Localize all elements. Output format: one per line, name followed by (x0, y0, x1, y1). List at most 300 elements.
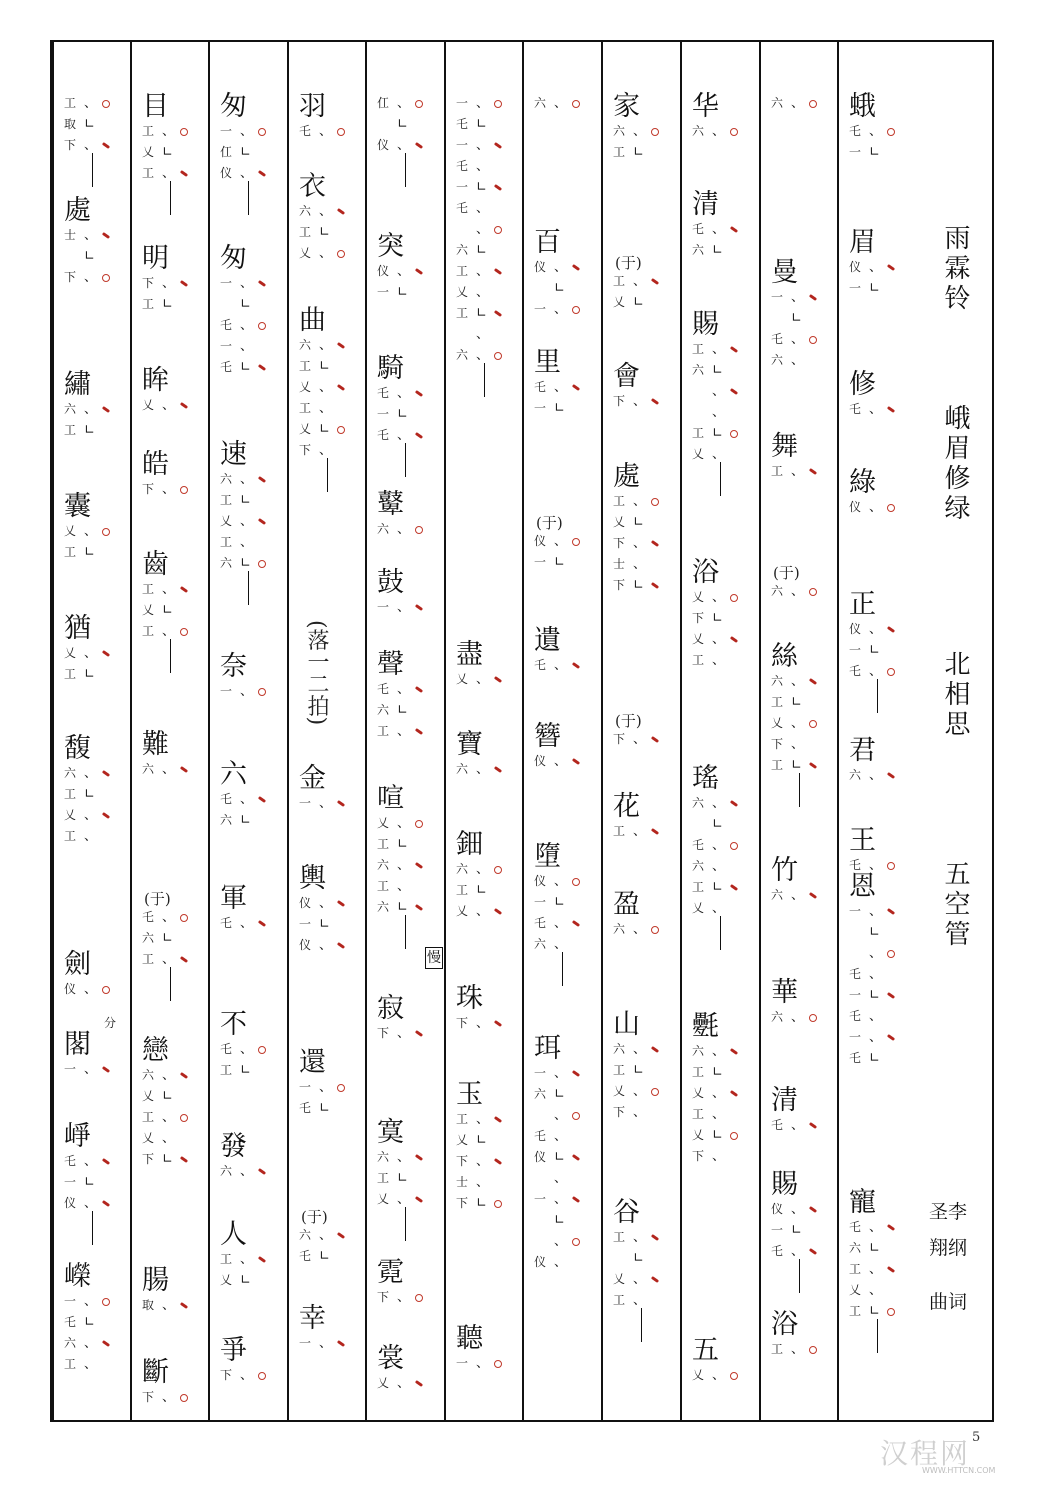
lyric-character: 目 (142, 91, 169, 122)
gongche-note: 乇 (142, 910, 155, 924)
gongche-note: 乇 (220, 1042, 233, 1056)
beat-tick-icon: 、 (712, 384, 726, 399)
beat-tick-icon: 、 (869, 1030, 883, 1045)
lyric-character: 裳 (377, 1343, 404, 1374)
beat-tick-icon: 、 (476, 327, 490, 342)
gongche-note: 一 (220, 276, 233, 290)
paren-annotation: (于) (301, 1208, 328, 1226)
beat-tick-icon: 、 (633, 274, 647, 289)
gongche-note: 六 (220, 1164, 233, 1178)
beat-tick-icon: 、 (791, 332, 805, 347)
lyric-character: 金 (299, 763, 326, 794)
gongche-note: 工 (64, 1357, 77, 1371)
ban-ring-icon (887, 668, 895, 676)
ban-dot-icon (809, 892, 817, 899)
ban-dot-icon (415, 268, 423, 275)
ban-dot-icon (887, 1224, 895, 1231)
lyric-character: 曲 (299, 305, 326, 336)
ban-ring-icon (337, 128, 345, 136)
gongche-note: 仪 (299, 896, 312, 910)
gongche-note: 工 (64, 545, 77, 559)
beat-tick-icon: ∟ (84, 667, 95, 682)
gongche-note: 乂 (64, 524, 77, 538)
beat-tick-icon: 、 (84, 270, 98, 285)
beat-tick-icon: ∟ (319, 917, 330, 932)
ban-ring-icon (180, 128, 188, 136)
ban-dot-icon (102, 142, 110, 149)
beat-tick-icon: 、 (791, 96, 805, 111)
gongche-note: 一 (849, 145, 862, 159)
gongche-note: 一 (64, 1062, 77, 1076)
gongche-note: 六 (613, 922, 626, 936)
beat-tick-icon: 、 (476, 1016, 490, 1031)
lyric-character: 浴 (692, 557, 719, 588)
beat-tick-icon: 、 (319, 1336, 333, 1351)
gongche-note: 乂 (692, 632, 705, 646)
beat-tick-icon: 、 (397, 1290, 411, 1305)
beat-tick-icon: 、 (240, 276, 254, 291)
gongche-note: 乂 (613, 1084, 626, 1098)
gongche-note: 下 (771, 737, 784, 751)
ban-dot-icon (572, 1196, 580, 1203)
credit-line-3: 曲词 (929, 1291, 968, 1313)
gongche-note: 工 (849, 1262, 862, 1276)
lyric-character: 爭 (220, 1335, 247, 1366)
gongche-note: 一 (534, 895, 547, 909)
beat-tick-icon: 、 (869, 124, 883, 139)
beat-tick-icon: 、 (712, 653, 726, 668)
gongche-note: 下 (299, 443, 312, 457)
beat-tick-icon: 、 (397, 264, 411, 279)
ban-ring-icon (415, 1294, 423, 1302)
gongche-note: 工 (456, 1112, 469, 1126)
beat-tick-icon: 、 (554, 380, 568, 395)
gongche-note: 工 (220, 535, 233, 549)
ban-dot-icon (180, 956, 188, 963)
beat-tick-icon: ∟ (319, 422, 330, 437)
gongche-note: 仪 (299, 938, 312, 952)
ban-dot-icon (180, 1156, 188, 1163)
beat-tick-icon: 、 (554, 937, 568, 952)
beat-tick-icon: 、 (319, 1228, 333, 1243)
beat-tick-icon: 、 (397, 428, 411, 443)
beat-tick-icon: 、 (319, 896, 333, 911)
ban-ring-icon (572, 100, 580, 108)
beat-tick-icon: ∟ (869, 1304, 880, 1319)
beat-tick-icon: 、 (712, 405, 726, 420)
gongche-note: 工 (771, 695, 784, 709)
credit-line-2: 翔纲 (929, 1237, 968, 1259)
ban-dot-icon (494, 1020, 502, 1027)
beat-tick-icon: ∟ (240, 145, 251, 160)
melisma-stem (170, 967, 171, 1001)
beat-tick-icon: 、 (162, 166, 176, 181)
gongche-note: 六 (142, 931, 155, 945)
gongche-note: 六 (613, 1042, 626, 1056)
page-number: 5 (972, 1430, 981, 1445)
beat-tick-icon: 、 (319, 938, 333, 953)
lyric-character: 恩 (849, 871, 876, 902)
beat-tick-icon: ∟ (162, 603, 173, 618)
beat-tick-icon: 、 (84, 829, 98, 844)
gongche-note: 仪 (771, 1202, 784, 1216)
beat-tick-icon: ∟ (240, 813, 251, 828)
beat-tick-icon: 、 (84, 808, 98, 823)
beat-tick-icon: 、 (712, 124, 726, 139)
beat-tick-icon: 、 (240, 1368, 254, 1383)
gongche-note: 六 (771, 674, 784, 688)
gongche-note: 工 (64, 667, 77, 681)
gongche-note: 乇 (849, 1009, 862, 1023)
ban-dot-icon (258, 796, 266, 803)
beat-tick-icon: 、 (84, 96, 98, 111)
beat-tick-icon: 、 (476, 904, 490, 919)
gongche-note: 乂 (849, 1283, 862, 1297)
gongche-note: 六 (299, 204, 312, 218)
melisma-stem (405, 915, 406, 949)
melisma-stem (562, 952, 563, 986)
gongche-note: 仪 (849, 622, 862, 636)
paren-annotation: (落一二拍) (304, 620, 329, 726)
ban-dot-icon (180, 766, 188, 773)
ban-ring-icon (494, 1200, 502, 1208)
beat-tick-icon: ∟ (397, 117, 408, 132)
score-column (365, 40, 444, 1422)
beat-tick-icon: ∟ (397, 900, 408, 915)
lyric-character: 羽 (299, 91, 326, 122)
ban-dot-icon (809, 1206, 817, 1213)
ban-dot-icon (337, 208, 345, 215)
gongche-note: 仪 (534, 534, 547, 548)
beat-tick-icon: ∟ (633, 145, 644, 160)
ban-dot-icon (337, 800, 345, 807)
beat-tick-icon: 、 (319, 380, 333, 395)
lyric-character: 寂 (377, 993, 404, 1024)
beat-tick-icon: 、 (84, 402, 98, 417)
beat-tick-icon: 、 (476, 159, 490, 174)
gongche-note: 乇 (849, 967, 862, 981)
beat-tick-icon: 、 (240, 1164, 254, 1179)
gongche-note: 六 (692, 243, 705, 257)
gongche-note: 乇 (534, 380, 547, 394)
melisma-stem (405, 153, 406, 187)
ban-dot-icon (730, 226, 738, 233)
ban-dot-icon (180, 170, 188, 177)
melisma-stem (92, 153, 93, 187)
gongche-note: 工 (849, 1304, 862, 1318)
ban-dot-icon (494, 676, 502, 683)
gongche-note: 工 (299, 401, 312, 415)
gongche-note: 下 (456, 1016, 469, 1030)
ban-ring-icon (572, 878, 580, 886)
gongche-note: 六 (377, 1150, 390, 1164)
ban-dot-icon (258, 920, 266, 927)
gongche-note: 乂 (142, 1131, 155, 1145)
beat-tick-icon: 、 (554, 1192, 568, 1207)
beat-tick-icon: ∟ (397, 285, 408, 300)
gongche-note: 六 (220, 813, 233, 827)
gongche-note: 一 (849, 1030, 862, 1044)
gongche-note: 六 (377, 522, 390, 536)
lyric-character: 寞 (377, 1117, 404, 1148)
lyric-character: 處 (613, 461, 640, 492)
melisma-stem (720, 462, 721, 496)
lyric-character: 氎 (692, 1011, 719, 1042)
ban-ring-icon (494, 352, 502, 360)
gongche-note: 乇 (849, 124, 862, 138)
gongche-note: 下 (613, 536, 626, 550)
beat-tick-icon: ∟ (240, 556, 251, 571)
ban-ring-icon (494, 226, 502, 234)
ban-ring-icon (258, 322, 266, 330)
gongche-note: 工 (64, 423, 77, 437)
lyric-character: 墮 (534, 841, 561, 872)
melisma-stem (720, 916, 721, 950)
beat-tick-icon: 、 (240, 1042, 254, 1057)
ban-dot-icon (572, 264, 580, 271)
beat-tick-icon: 、 (162, 276, 176, 291)
gongche-note: 六 (64, 402, 77, 416)
ban-ring-icon (572, 306, 580, 314)
gongche-note: 仜 (220, 145, 233, 159)
gongche-note: 下 (613, 732, 626, 746)
gongche-note: 六 (771, 888, 784, 902)
lyric-character: 珠 (456, 983, 483, 1014)
lyric-character: 清 (692, 189, 719, 220)
beat-tick-icon: ∟ (84, 423, 95, 438)
ban-dot-icon (651, 1276, 659, 1283)
paren-annotation: (于) (615, 254, 642, 272)
beat-tick-icon: 、 (712, 1086, 726, 1101)
beat-tick-icon: ∟ (84, 1175, 95, 1190)
beat-tick-icon: 、 (869, 260, 883, 275)
gongche-note: 六 (220, 556, 233, 570)
ban-dot-icon (415, 1380, 423, 1387)
beat-tick-icon: ∟ (712, 1128, 723, 1143)
ban-dot-icon (494, 1116, 502, 1123)
beat-tick-icon: 、 (554, 302, 568, 317)
beat-tick-icon: 、 (791, 1118, 805, 1133)
lyric-character: 蛾 (849, 91, 876, 122)
beat-tick-icon: ∟ (476, 1133, 487, 1148)
beat-tick-icon: 、 (712, 1368, 726, 1383)
watermark-url: WWW.HTTCN.COM (922, 1466, 996, 1475)
ban-dot-icon (494, 142, 502, 149)
beat-tick-icon: 、 (476, 1112, 490, 1127)
beat-tick-icon: 、 (554, 1129, 568, 1144)
beat-tick-icon: 、 (633, 824, 647, 839)
beat-tick-icon: 、 (633, 536, 647, 551)
gongche-note: 乂 (142, 1089, 155, 1103)
beat-tick-icon: 、 (162, 1110, 176, 1125)
gongche-note: 取 (142, 1298, 155, 1312)
gongche-note: 乇 (220, 360, 233, 374)
gongche-note: 乂 (456, 904, 469, 918)
gongche-note: 乇 (220, 318, 233, 332)
gongche-note: 工 (692, 653, 705, 667)
gongche-note: 工 (692, 342, 705, 356)
gongche-note: 乂 (613, 1272, 626, 1286)
beat-tick-icon: 、 (319, 124, 333, 139)
ban-dot-icon (572, 920, 580, 927)
beat-tick-icon: 、 (712, 590, 726, 605)
beat-tick-icon: ∟ (397, 1171, 408, 1186)
gongche-note: 工 (142, 124, 155, 138)
lyric-character: 還 (299, 1047, 326, 1078)
ban-dot-icon (337, 1232, 345, 1239)
gongche-note: 乇 (849, 1051, 862, 1065)
lyric-character: 喧 (377, 783, 404, 814)
beat-tick-icon: 、 (869, 768, 883, 783)
lyric-character: 人 (220, 1219, 247, 1250)
lyric-character: 盡 (456, 639, 483, 670)
gongche-note: 六 (299, 338, 312, 352)
beat-tick-icon: 、 (84, 982, 98, 997)
lyric-character: 玉 (456, 1079, 483, 1110)
gongche-note: 乂 (692, 1368, 705, 1382)
lyric-character: 山 (613, 1009, 640, 1040)
gongche-note: 六 (377, 900, 390, 914)
beat-tick-icon: 、 (476, 285, 490, 300)
beat-tick-icon: 、 (791, 1342, 805, 1357)
lyric-character: 騎 (377, 353, 404, 384)
gongche-note: 一 (220, 339, 233, 353)
beat-tick-icon: 、 (633, 124, 647, 139)
lyric-character: 速 (220, 439, 247, 470)
beat-tick-icon: 、 (712, 796, 726, 811)
beat-tick-icon: 、 (554, 874, 568, 889)
ban-dot-icon (258, 476, 266, 483)
ban-ring-icon (809, 720, 817, 728)
gongche-note: 乂 (692, 901, 705, 915)
lyric-character: 修 (849, 369, 876, 400)
beat-tick-icon: 、 (162, 952, 176, 967)
beat-tick-icon: 、 (712, 859, 726, 874)
gongche-note: 六 (771, 584, 784, 598)
gongche-note: 工 (377, 1171, 390, 1185)
ban-ring-icon (730, 430, 738, 438)
gongche-note: 工 (692, 1107, 705, 1121)
gongche-note: 工 (142, 166, 155, 180)
beat-tick-icon: ∟ (397, 407, 408, 422)
beat-tick-icon: 、 (633, 1105, 647, 1120)
melisma-stem (170, 181, 171, 215)
gongche-note: 工 (613, 1293, 626, 1307)
gongche-note: 六 (377, 858, 390, 872)
melisma-stem (170, 639, 171, 673)
beat-tick-icon: ∟ (712, 1065, 723, 1080)
beat-tick-icon: 、 (869, 1283, 883, 1298)
ban-ring-icon (180, 1394, 188, 1402)
beat-tick-icon: 、 (240, 1252, 254, 1267)
beat-tick-icon: 、 (476, 138, 490, 153)
beat-tick-icon: 、 (84, 1196, 98, 1211)
beat-tick-icon: 、 (554, 534, 568, 549)
ban-ring-icon (887, 862, 895, 870)
melisma-stem (327, 458, 328, 492)
ban-dot-icon (258, 280, 266, 287)
gongche-note: 下 (64, 138, 77, 152)
melisma-stem (405, 443, 406, 477)
beat-tick-icon: 、 (162, 1298, 176, 1313)
ban-ring-icon (730, 128, 738, 136)
gongche-note: 乂 (377, 816, 390, 830)
gongche-note: 乂 (142, 145, 155, 159)
gongche-note: 一 (377, 407, 390, 421)
gongche-note: 工 (299, 225, 312, 239)
beat-tick-icon: 、 (633, 557, 647, 572)
beat-tick-icon: 、 (791, 888, 805, 903)
gongche-note: 工 (613, 1063, 626, 1077)
gongche-note: 六 (692, 124, 705, 138)
ban-ring-icon (180, 486, 188, 494)
lyric-character: 谷 (613, 1197, 640, 1228)
gongche-note: 下 (692, 611, 705, 625)
lyric-character: 齒 (142, 549, 169, 580)
gongche-note: 一 (299, 796, 312, 810)
gongche-note: 工 (456, 306, 469, 320)
ban-ring-icon (887, 128, 895, 136)
gongche-note: 工 (692, 426, 705, 440)
gongche-note: 六 (849, 768, 862, 782)
ban-dot-icon (258, 1256, 266, 1263)
ban-ring-icon (258, 560, 266, 568)
beat-tick-icon: 、 (476, 264, 490, 279)
lyric-character: 清 (771, 1085, 798, 1116)
beat-tick-icon: ∟ (712, 817, 723, 832)
gongche-note: 工 (64, 96, 77, 110)
beat-tick-icon: 、 (397, 96, 411, 111)
beat-tick-icon: 、 (869, 1262, 883, 1277)
gongche-note: 六 (692, 363, 705, 377)
ban-ring-icon (887, 1308, 895, 1316)
beat-tick-icon: ∟ (554, 1150, 565, 1165)
gongche-note: 工 (771, 464, 784, 478)
gongche-note: 乂 (377, 1376, 390, 1390)
gongche-note: 乂 (377, 1192, 390, 1206)
gongche-note: 工 (142, 624, 155, 638)
gongche-note: 乇 (299, 124, 312, 138)
ban-dot-icon (572, 758, 580, 765)
ban-dot-icon (730, 800, 738, 807)
lyric-character: 劍 (64, 949, 91, 980)
melisma-stem (405, 1207, 406, 1241)
ban-dot-icon (809, 1248, 817, 1255)
ban-dot-icon (809, 762, 817, 769)
lyric-character: 會 (613, 361, 640, 392)
ban-dot-icon (494, 268, 502, 275)
ban-ring-icon (415, 820, 423, 828)
gongche-note: 乂 (220, 514, 233, 528)
beat-tick-icon: 、 (554, 1066, 568, 1081)
gongche-note: 乇 (456, 117, 469, 131)
gongche-note: 一 (456, 1356, 469, 1370)
beat-tick-icon: 、 (869, 858, 883, 873)
gongche-note: 乂 (692, 590, 705, 604)
gongche-note: 六 (771, 353, 784, 367)
beat-tick-icon: 、 (712, 1149, 726, 1164)
gongche-note: 乇 (849, 1220, 862, 1234)
ban-ring-icon (887, 950, 895, 958)
gongche-note: 乇 (64, 1154, 77, 1168)
beat-tick-icon: 、 (869, 1220, 883, 1235)
gongche-note: 一 (849, 904, 862, 918)
beat-tick-icon: 、 (84, 766, 98, 781)
beat-tick-icon: 、 (633, 1272, 647, 1287)
ban-ring-icon (258, 1372, 266, 1380)
ban-ring-icon (102, 1298, 110, 1306)
lyric-character: 君 (849, 735, 876, 766)
